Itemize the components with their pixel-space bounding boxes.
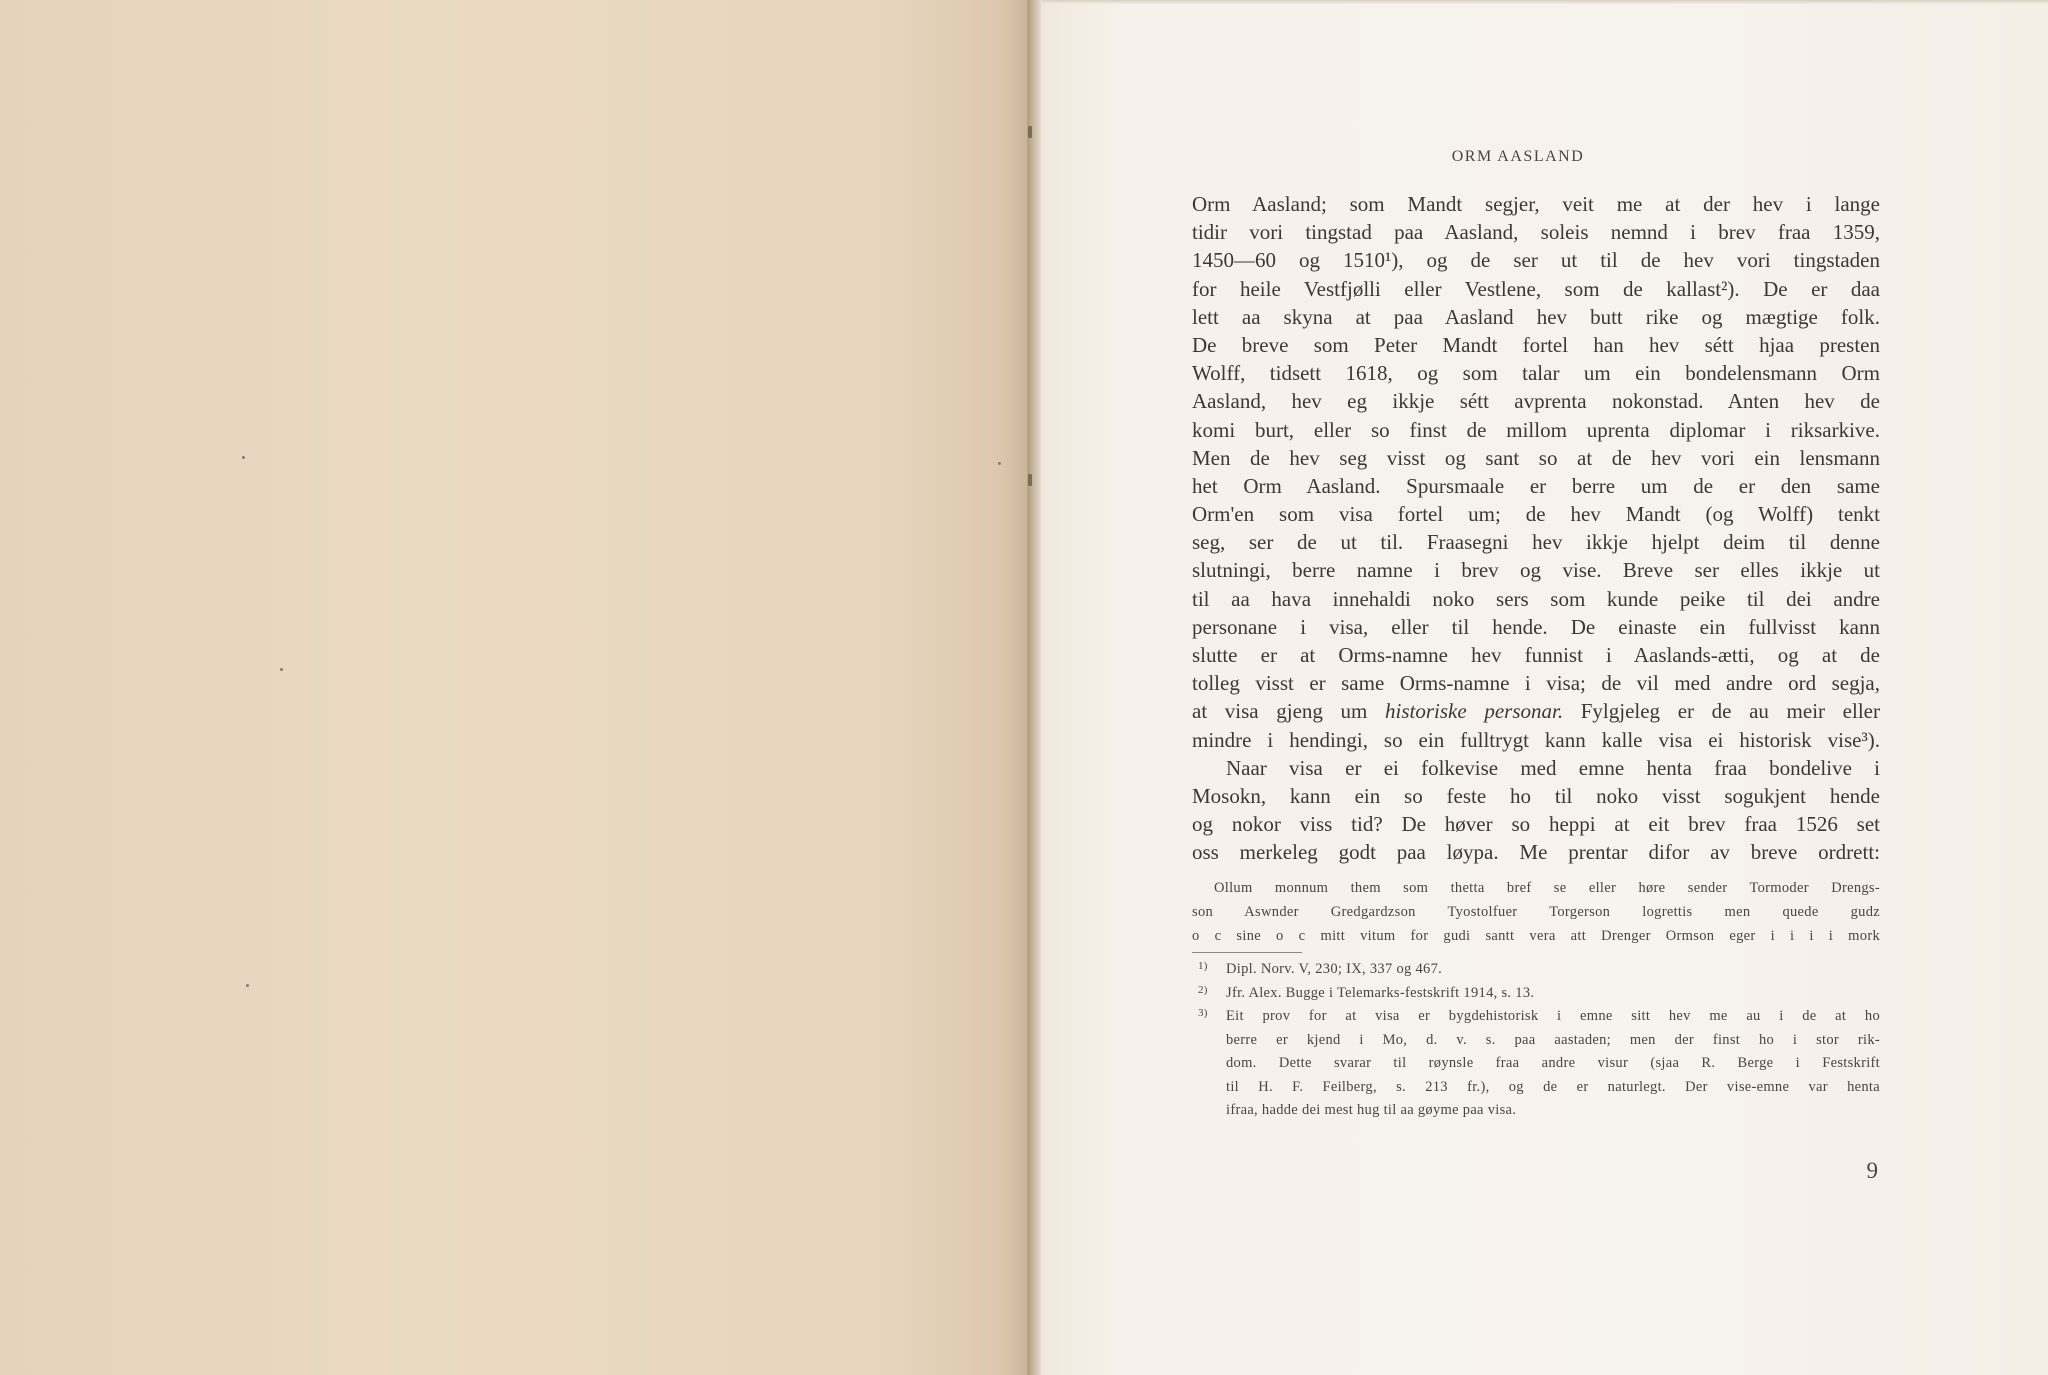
footnote-1	[1192, 958, 1880, 982]
footnote-line: dom. Dette svarar til røynsle fraa andre visur (sjaa R. Berge i Festskrift	[1226, 1055, 1880, 1071]
body-line: Aasland, hev eg ikkje sétt avprenta nokonstad. Anten hev de	[1192, 389, 1880, 414]
quoted-letter	[1192, 876, 1880, 948]
paper-speck	[246, 984, 249, 987]
paper-speck	[242, 456, 245, 459]
body-line: for heile Vestfjølli eller Vestlene, som de kallast²). De er daa	[1192, 276, 1880, 301]
footnotes	[1192, 958, 1880, 1123]
body-line: slutte er at Orms-namne hev funnist i Aaslands-ætti, og at de	[1192, 643, 1880, 667]
running-head: ORM AASLAND	[1451, 148, 1585, 165]
body-line-text: Fylgjeleg er de au meir eller	[1563, 699, 1880, 724]
body-line: slutningi, berre namne i brev og vise. Breve ser elles ikkje ut	[1192, 558, 1880, 583]
paper-speck	[280, 668, 283, 671]
footnote-line: Eit prov for at visa er bygdehistorisk i emne sitt hev me au i de at ho	[1226, 1008, 1880, 1024]
quote-line: Ollum monnum them som thetta bref se eller høre sender Tormoder Drengs-	[1214, 880, 1880, 896]
body-line: mindre i hendingi, so ein fulltrygt kann kalle visa ei historisk vise³).	[1192, 727, 1880, 752]
body-line: seg, ser de ut til. Fraasegni hev ikkje hjelpt deim til denne	[1192, 530, 1880, 555]
body-line: Men de hev seg visst og sant so at de hev vori ein lensmann	[1192, 445, 1880, 470]
body-line: Orm'en som visa fortel um; de hev Mandt (og Wolff) tenkt	[1192, 502, 1880, 527]
body-line: tolleg visst er same Orms-namne i visa; de vil med andre ord segja,	[1192, 671, 1880, 696]
footnote-line: til H. F. Feilberg, s. 213 fr.), og de er naturlegt. Der vise-emne var henta	[1226, 1078, 1880, 1095]
body-line: oss merkeleg godt paa løypa. Me prentar difor av breve ordrett:	[1192, 840, 1880, 865]
footnote-line: berre er kjend i Mo, d. v. s. paa aastaden; men der finst ho i stor rik-	[1226, 1031, 1880, 1048]
body-line: lett aa skyna at paa Aasland hev butt rike og mægtige folk.	[1192, 304, 1880, 329]
body-line: het Orm Aasland. Spursmaale er berre um de er den same	[1192, 473, 1880, 498]
footnote-mark: 2)	[1198, 983, 1208, 996]
body-line-text: at visa gjeng um	[1192, 699, 1386, 724]
body-line: 1450—60 og 1510¹), og de ser ut til de hev vori tingstaden	[1192, 248, 1880, 273]
italic-phrase: historiske personar.	[1385, 699, 1564, 724]
body-text	[1192, 190, 1880, 867]
right-text-page	[1042, 0, 2048, 1375]
body-line: personane i visa, eller til hende. De einaste ein fullvisst kann	[1192, 614, 1880, 639]
body-line: tidir vori tingstad paa Aasland, soleis nemnd i brev fraa 1359,	[1192, 220, 1880, 245]
quote-line: son Aswnder Gredgardzson Tyostolfuer Torgerson logrettis men quede gudz	[1192, 904, 1880, 920]
footnote-2	[1192, 982, 1880, 1006]
body-line-with-italic	[1192, 697, 1880, 725]
footnote-line: Jfr. Alex. Bugge i Telemarks-festskrift 1914, s. 13.	[1226, 984, 1535, 1001]
binding-mark	[1028, 126, 1032, 138]
footnote-line: Dipl. Norv. V, 230; IX, 337 og 467.	[1226, 961, 1443, 977]
body-line: til aa hava innehaldi noko sers som kunde peike til dei andre	[1192, 586, 1880, 611]
footnote-mark: 3)	[1198, 1007, 1208, 1019]
footnote-line: ifraa, hadde dei mest hug til aa gøyme paa visa.	[1226, 1102, 1517, 1118]
body-line: Mosokn, kann ein so feste ho til noko visst sogukjent hende	[1192, 783, 1880, 808]
body-line: Naar visa er ei folkevise med emne henta fraa bondelive i	[1226, 755, 1880, 780]
body-line: komi burt, eller so finst de millom uprenta diplomar i riksarkive.	[1192, 417, 1880, 442]
body-line: og nokor viss tid? De høver so heppi at eit brev fraa 1526 set	[1192, 812, 1880, 837]
body-line: De breve som Peter Mandt fortel han hev sétt hjaa presten	[1192, 332, 1880, 357]
page-top-edge	[1042, 0, 2048, 4]
binding-mark	[1028, 474, 1032, 486]
page-number: 9	[1866, 1158, 1878, 1183]
book-gutter	[1030, 0, 1042, 1375]
quote-line: o c sine o c mitt vitum for gudi santt vera att Drenger Ormson eger i i i i mork	[1192, 928, 1880, 944]
paper-speck	[998, 462, 1001, 465]
footnote-rule	[1192, 952, 1302, 953]
footnote-3	[1192, 1005, 1880, 1123]
footnote-mark: 1)	[1198, 960, 1208, 972]
body-line: Orm Aasland; som Mandt segjer, veit me at der hev i lange	[1192, 192, 1880, 216]
body-line: Wolff, tidsett 1618, og som talar um ein bondelensmann Orm	[1192, 361, 1880, 386]
